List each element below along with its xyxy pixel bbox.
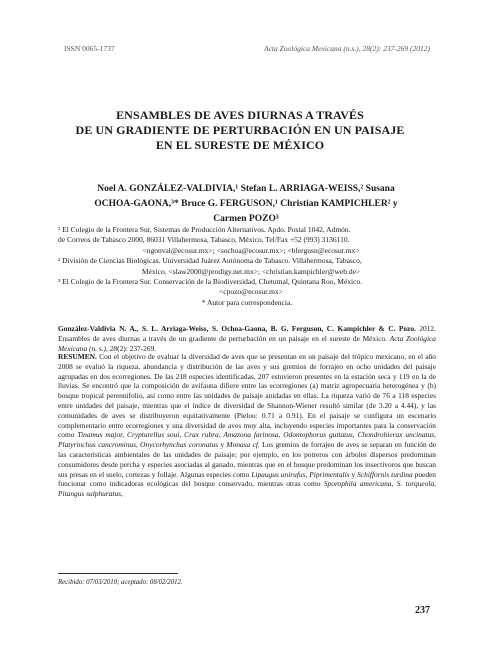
abstract-text-2: Los gremios de forrajeo de aves se separan en función de las características ambientales de las unidades de paisaje; por ejemplo, en los potreros con árboles dispersos predominan consumidores desde percha y especies asociadas al ganado, mientras que en el bosque predominan los insectívoros que buscan sus presas en el suelo, cortezas y follaje. Algunas especies como bbox=[58, 440, 436, 479]
citation-authors-2: C. Pozo. bbox=[388, 324, 416, 333]
issn: ISSN 0065-1737 bbox=[64, 44, 115, 53]
affiliation-2-line-1: ² División de Ciencias Biológicas. Universidad Juárez Autónoma de Tabasco. Villahermosa, Tabasco, bbox=[58, 256, 362, 266]
abstract-species-5: Sporophila americana, S. torqueola, Pitangus sulphuratus, bbox=[58, 479, 436, 499]
affiliation-2 bbox=[58, 256, 436, 277]
citation-authors: González-Valdivia N. A., S. L. Arriaga-Weiss, S. Ochoa-Gaona, B. G. Ferguson, C. Kampichler & bbox=[58, 324, 385, 333]
author-list bbox=[60, 182, 432, 227]
affiliation-1-emails: <ngonval@ecosur.mx>; <sochoa@ecosur.mx>; <bfergusn@ecosur.mx> bbox=[142, 245, 360, 255]
title-line-1: ENSAMBLES DE AVES DIURNAS A TRAVÉS bbox=[116, 108, 364, 122]
abstract-text-1: Con el objetivo de evaluar la diversidad de aves que se presentan en un paisaje del trópico mexicano, en el año 2008 se evaluó la riqueza, abundancia y distribución de las aves y sus gremios de forrajeo en ocho unidades del paisaje agrupadas en dos ecorregiones. De las 218 especies identificadas, 207 estuvieron presentes en la estación seca y 119 en la de lluvias. Se encontró que la composición de avifauna difiere entre las ecorregiones (a) matriz agropecuaria heterogénea y (b) bosque tropical perennifolio, así como entre las unidades de paisaje anidadas en ellas. La riqueza varió de 76 a 118 especies entre unidades del paisaje, mientras que el índice de diversidad de Shannon-Wiener resultó similar (de 3.20 a 4.44), y las comunidades de aves se distribuyeron equitativamente (Pielou: 0.71 a 0.91). En el paisaje se configura un escenario complementario entre ecorregiones y una diversidad de aves muy alta, incluyendo especies importantes para la conservación como bbox=[58, 352, 436, 440]
affiliation-3-email: <cpozo@ecosur.mx> bbox=[219, 287, 283, 297]
citation-text: 2012. Ensambles de aves diurnas a través de un gradiente de perturbación en un paisaje en el sureste de México. bbox=[58, 324, 436, 343]
affiliation-3-line-1: ³ El Colegio de la Frontera Sur. Conservación de la Biodiversidad, Chetumal, Quintana Roo, México. bbox=[58, 277, 363, 287]
abstract-species-1: Tinamus major, Crypturellus soui, Crax rubra, Amazona farinosa, Odontophorus guttatus, Chondrohierax uncinatus, Platyrinchus cancrominus, Onycorhynchus coronatus bbox=[58, 430, 436, 450]
abstract-species-4: Schiffornis turdina bbox=[357, 469, 413, 479]
journal-reference: Acta Zoológica Mexicana (n.s.), 28(2): 237-269 (2012) bbox=[263, 44, 430, 53]
citation bbox=[58, 324, 436, 353]
citation-pages: (2): 237-269. bbox=[117, 343, 157, 353]
affiliation-2-line-2: México. <slaw2000@prodigy.net.mx>; <christian.kampichler@web.de> bbox=[141, 266, 361, 276]
affiliation-3 bbox=[58, 277, 436, 298]
received-dates: Recibido: 07/03/2010; aceptado: 08/02/2012. bbox=[58, 579, 183, 586]
page-number: 237 bbox=[415, 605, 430, 616]
footnote-rule bbox=[58, 573, 178, 574]
abstract-and-2: y bbox=[349, 469, 358, 479]
authors-line-2: OCHOA-GAONA,³* Bruce G. FERGUSON,¹ Christian KAMPICHLER² y bbox=[94, 199, 398, 209]
authors-line-1: Noel A. GONZÁLEZ-VALDIVIA,¹ Stefan L. ARRIAGA-WEISS,² Susana bbox=[97, 184, 395, 194]
abstract-and-1: y bbox=[218, 440, 227, 450]
abstract-label: RESUMEN. bbox=[58, 352, 97, 361]
abstract-species-2: Monasa cf. bbox=[226, 440, 263, 450]
affiliations bbox=[58, 225, 436, 308]
article-title bbox=[40, 108, 440, 153]
abstract-text-3: pueden funcionar como indicadoras ecológicas del bosque conservado, mientras otras como bbox=[58, 469, 436, 489]
affiliation-1 bbox=[58, 225, 436, 256]
abstract bbox=[58, 352, 436, 499]
title-line-3: EN EL SURESTE DE MÉXICO bbox=[155, 138, 325, 152]
affiliation-1-line-1: ¹ El Colegio de la Frontera Sur, Sistemas de Producción Alternativos. Apdo. Postal 1042, Admón. bbox=[58, 225, 351, 234]
authors-line-3: Carmen POZO³ bbox=[213, 214, 279, 224]
corresponding-author-note: * Autor para correspondencia. bbox=[201, 297, 293, 307]
citation-journal: Acta Zoológica Mexicana (n. s.), 28 bbox=[58, 333, 437, 353]
affiliation-1-line-2: de Correos de Tabasco 2000, 86031 Villahermosa, Tabasco, México. Tel/Fax +52 (993) 3136110. bbox=[58, 235, 350, 245]
abstract-species-3: Lipaugus unirufus, Piprimentalis bbox=[251, 469, 350, 479]
title-line-2: DE UN GRADIENTE DE PERTURBACIÓN EN UN PAISAJE bbox=[75, 123, 405, 137]
